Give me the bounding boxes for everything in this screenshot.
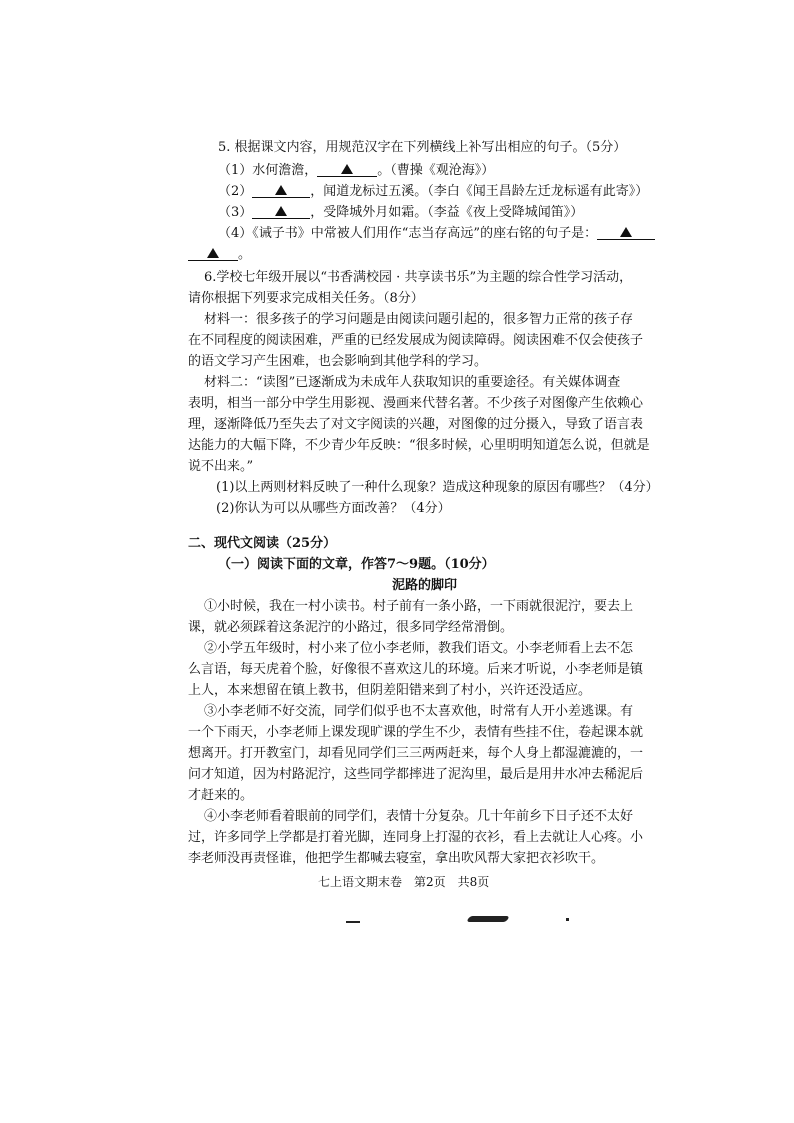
section-subtitle: （一）阅读下面的文章，作答7～9题。（10分） <box>218 557 495 572</box>
paragraph-1-line-1: ①小时候，我在一村小读书。村子前有一条小路，一下雨就很泥泞，要去上 <box>204 599 634 614</box>
q5-line-2 <box>218 182 648 202</box>
q5-intro: 5. 根据课文内容，用规范汉字在下列横线上补写出相应的句子。（5分） <box>218 140 627 155</box>
triangle-icon <box>207 248 219 258</box>
q5-line-1-post: 。（曹操《观沧海》） <box>377 163 495 178</box>
q5-line-1 <box>218 161 494 181</box>
triangle-icon <box>275 206 287 216</box>
q5-line-4-end: 。 <box>238 247 252 262</box>
triangle-icon <box>341 164 353 174</box>
q5-line-4-pre: （4）《诫子书》中常被人们用作“志当存高远”的座右铭的句子是： <box>218 226 598 241</box>
material-2-line-5: 说不出来。” <box>188 459 254 474</box>
material-1-line-1: 材料一：很多孩子的学习问题是由阅读问题引起的，很多智力正常的孩子存 <box>204 312 634 327</box>
q5-line-3-pre: （3） <box>218 205 253 220</box>
q6-intro-2: 请你根据下列要求完成相关任务。（8分） <box>188 291 424 306</box>
q5-line-2-post: ，闻道龙标过五溪。（李白《闻王昌龄左迁龙标遥有此寄》） <box>310 184 649 199</box>
material-2-line-3: 理，逐渐降低乃至失去了对文字阅读的兴趣，对图像的过分摄入，导致了语言表 <box>188 417 644 432</box>
triangle-icon <box>620 227 632 237</box>
q5-line-4 <box>218 224 655 244</box>
material-1-line-2: 在不同程度的阅读困难，严重的已经发展成为阅读障碍。阅读困难不仅会使孩子 <box>188 333 644 348</box>
q5-line-3 <box>218 203 583 223</box>
paragraph-3-line-5: 才赶来的。 <box>188 788 254 803</box>
article-title: 泥路的脚印 <box>392 578 458 593</box>
paragraph-3-line-2: 一个下雨天，小李老师上课发现旷课的学生不少，表情有些挂不住，卷起课本就 <box>188 725 644 740</box>
paragraph-3-line-4: 问才知道，因为村路泥泞，这些同学都摔进了泥沟里，最后是用井水冲去稀泥后 <box>188 767 644 782</box>
paragraph-2-line-2: 么言语，每天虎着个脸，好像很不喜欢这儿的环境。后来才听说，小李老师是镇 <box>188 662 644 677</box>
paragraph-4-line-2: 过，许多同学上学都是打着光脚，连同身上打湿的衣衫，看上去就让人心疼。小 <box>188 830 644 845</box>
q5-line-1-pre: （1）水何澹澹， <box>218 163 318 178</box>
paragraph-2-line-1: ②小学五年级时，村小来了位小李老师，教我们语文。小李老师看上去不怎 <box>204 641 634 656</box>
answer-blank-1[interactable] <box>317 161 377 177</box>
q5-line-3-post: ，受降城外月如霜。（李益《夜上受降城闻笛》） <box>310 205 584 220</box>
paragraph-4-line-3: 李老师没再责怪谁，他把学生都喊去寝室，拿出吹风帮大家把衣衫吹干。 <box>188 851 605 866</box>
q6-task-1: (1)以上两则材料反映了一种什么现象？造成这种现象的原因有哪些？（4分） <box>216 480 659 495</box>
paragraph-1-line-2: 课，就必须踩着这条泥泞的小路过，很多同学经常滑倒。 <box>188 620 514 635</box>
q6-task-2: (2)你认为可以从哪些方面改善？（4分） <box>216 501 451 516</box>
answer-blank-4b[interactable] <box>188 245 238 261</box>
answer-blank-3[interactable] <box>252 203 310 219</box>
q5-line-2-pre: （2） <box>218 184 253 199</box>
q6-intro-1: 6.学校七年级开展以“书香满校园 · 共享读书乐”为主题的综合性学习活动， <box>204 270 633 285</box>
paragraph-2-line-3: 上人，本来想留在镇上教书，但阴差阳错来到了村小，兴许还没适应。 <box>188 683 592 698</box>
scan-mark-left <box>346 921 360 923</box>
material-1-line-3: 的语文学习产生困难，也会影响到其他学科的学习。 <box>188 354 488 369</box>
scan-mark-center <box>466 916 509 922</box>
paragraph-4-line-1: ④小李老师看着眼前的同学们，表情十分复杂。几十年前乡下日子还不太好 <box>204 809 634 824</box>
scan-mark-right <box>566 918 569 921</box>
answer-blank-2[interactable] <box>252 182 310 198</box>
section-title: 二、现代文阅读（25分） <box>188 536 337 551</box>
triangle-icon <box>275 185 287 195</box>
paragraph-3-line-1: ③小李老师不好交流，同学们似乎也不太喜欢他，时常有人开小差逃课。有 <box>204 704 634 719</box>
paragraph-3-line-3: 想离开。打开教室门，却看见同学们三三两两赶来，每个人身上都湿漉漉的，一 <box>188 746 644 761</box>
material-2-line-2: 表明，相当一部分中学生用影视、漫画来代替名著。不少孩子对图像产生依赖心 <box>188 396 644 411</box>
q5-line-4-cont <box>188 245 251 265</box>
answer-blank-4a[interactable] <box>597 224 655 240</box>
page-footer: 七上语文期末卷 第2页 共8页 <box>318 875 490 889</box>
material-2-line-4: 达能力的大幅下降，不少青少年反映：“很多时候，心里明明知道怎么说，但就是 <box>188 438 650 453</box>
material-2-line-1: 材料二：“读图”已逐渐成为未成年人获取知识的重要途径。有关媒体调查 <box>204 375 621 390</box>
